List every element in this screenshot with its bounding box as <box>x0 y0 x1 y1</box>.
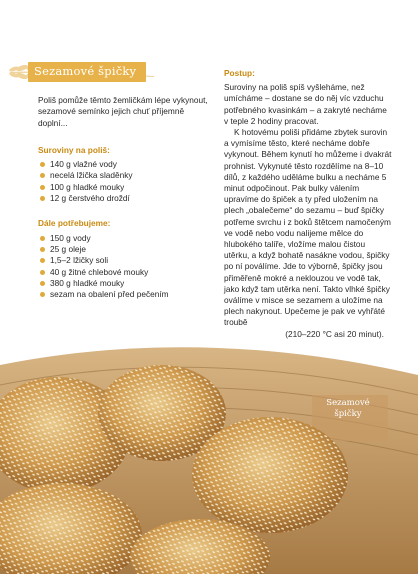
bread-photo <box>0 335 418 574</box>
list-item: 140 g vlažné vody <box>38 159 208 170</box>
section-heading: Dále potřebujeme: <box>38 218 111 229</box>
list-item: 25 g oleje <box>38 244 208 255</box>
ingredients-column <box>38 95 208 314</box>
bullet-icon <box>40 162 45 167</box>
bullet-icon <box>40 281 45 286</box>
method-heading: Postup: <box>224 68 255 78</box>
list-item: 100 g hladké mouky <box>38 182 208 193</box>
bullet-icon <box>40 173 45 178</box>
method-paragraph: (210–220 °C asi 20 minut). <box>285 328 384 339</box>
bullet-icon <box>40 185 45 190</box>
bullet-icon <box>40 270 45 275</box>
list-item: necelá lžička sladěnky <box>38 170 208 181</box>
bullet-icon <box>40 236 45 241</box>
list-item: sezam na obalení před pečením <box>38 289 208 300</box>
photo-caption <box>318 398 378 436</box>
ingredient-list <box>38 159 208 204</box>
method-paragraph: K hotovému poliši přidáme zbytek surovin a vymísíme těsto, které necháme dobře vykynout. Během kynutí ho můžeme i dvakrát prohnist. Vykynuté těsto rozdělíme na 8–10 dílů, z každého uděláme bulku a necháme 5 minut odpočinout. Pak bulky válením upravíme do špiček a ty před uložením na plech „obalečeme“ do sezamu – buď špičky potřeme svrchu i z boků štětcem namočeným ve vodě nebo vodu nalijeme mělce do hlubokého talíře, vložíme malou čistou utěrku, a když bohatě nasákne vodou, špičky po ní poválíme. Jde to výborně, špičky jsou přiměřeně mokré a neklouzou ve vodě tak, jako když tam utěrka není. Takto vlhké špičky oválíme v misce se sezamem a uložíme na plech nakynout. Upečeme je pak ve vyhřáté troubě <box>224 127 392 328</box>
bullet-icon <box>40 247 45 252</box>
caption-line: špičky <box>334 409 362 419</box>
bullet-icon <box>40 292 45 297</box>
list-item: 12 g čerstvého droždí <box>38 193 208 204</box>
bullet-icon <box>40 196 45 201</box>
list-item: 1,5–2 lžičky soli <box>38 255 208 266</box>
ingredient-list <box>38 233 208 301</box>
recipe-title: Sezamové špičky <box>34 64 137 78</box>
bullet-icon <box>40 258 45 263</box>
list-item: 40 g žitné chlebové mouky <box>38 267 208 278</box>
section-heading: Suroviny na poliš: <box>38 144 110 155</box>
caption-line: Sezamové <box>326 398 370 408</box>
method-paragraph: Suroviny na poliš spíš vyšleháme, než umícháme – dostane se do něj víc vzduchu potřebného kvasinkám – a zakryté necháme v teple 2 hodiny pracovat. <box>224 82 387 126</box>
intro-text: Poliš pomůže těmto žemličkám lépe vykynout, sezamové semínko jejich chuť příjemně doplní... <box>38 95 208 128</box>
list-item: 380 g hladké mouky <box>38 278 208 289</box>
list-item: 150 g vody <box>38 233 208 244</box>
method-column <box>224 68 392 340</box>
